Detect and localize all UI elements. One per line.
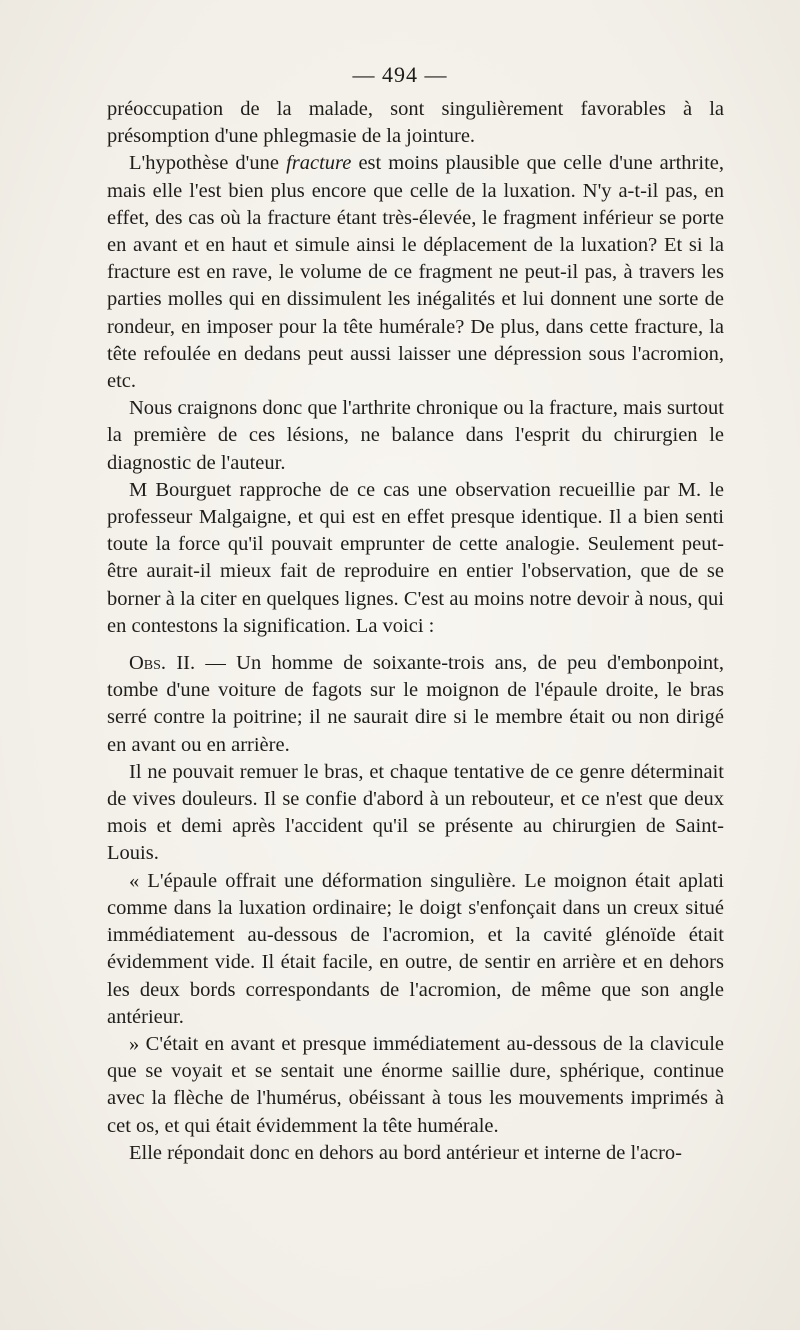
body-text [107,96,724,1167]
paragraph-3: Nous craignons donc que l'arthrite chronique ou la fracture, mais surtout la première de ces lésions, ne balance dans l'esprit du chirurgien le diagnostic de l'auteur. [107,397,724,474]
page-number: — 494 — [352,62,448,87]
observation-label: Obs. II. [129,652,196,675]
paragraph-2-start: L'hypothèse d'une [129,152,287,175]
observation-paragraph [107,650,724,759]
paragraph-4: M Bourguet rapproche de ce cas une observation recueillie par M. le professeur Malgaigne, et qui est en effet presque identique. Il a bien senti toute la force qu'il pouvait emprunter de cette analogie. Seulement peut-être aurait-il mieux fait de reproduire en entier l'observation, que de se borner à la citer en quelques lignes. C'est au moins notre devoir à nous, qui en contestons la signification. La voici : [107,478,724,637]
paragraph-2-italic: fracture [286,152,352,175]
paragraph-6: Il ne pouvait remuer le bras, et chaque tentative de ce genre déterminait de vives douleurs. Il se confie d'abord à un rebouteur, et ce n'est que deux mois et demi après l'accident qu'il se présente au chirurgien de Saint-Louis. [107,760,724,865]
paragraph-1: préoccupation de la malade, sont singulièrement favorables à la présomption d'une phlegmasie de la jointure. [107,98,724,148]
paragraph-7: « L'épaule offrait une déformation singulière. Le moignon était aplati comme dans la luxation ordinaire; le doigt s'enfonçait dans un creux situé immédiatement au-dessous de l'acromion, et la cavité glénoïde était évidemment vide. Il était facile, en outre, de sentir en arrière et en dehors les deux bords correspondants de l'acromion, de même que son angle antérieur. [107,869,724,1028]
observation-text: — Un homme de soixante-trois ans, de peu d'embonpoint, tombe d'une voiture de fagots sur le moignon de l'épaule droite, le bras serré contre la poitrine; il ne saurait dire si le membre était ou non dirigé en avant ou en arrière. [107,652,724,756]
paragraph-8: » C'était en avant et presque immédiatement au-dessous de la clavicule que se voyait et se sentait une énorme saillie dure, sphérique, continue avec la flèche de l'humérus, obéissant à tous les mouvements imprimés à cet os, et qui était évidemment la tête humérale. [107,1032,724,1137]
paragraph-9: Elle répondait donc en dehors au bord antérieur et interne de l'acro- [129,1141,682,1164]
paragraph-2-rest: est moins plausible que celle d'une arthrite, mais elle l'est bien plus encore que celle de la luxation. N'y a-t-il pas, en effet, des cas où la fracture étant très-élevée, le fragment inférieur se porte en avant et en haut et simule ainsi le déplacement de la luxation? Et si la fracture est en rave, le volume de ce fragment ne peut-il pas, à travers les parties molles qui en dissimulent les inégalités et lui donnent une sorte de rondeur, en imposer pour la tête humérale? De plus, dans cette fracture, la tête refoulée en dedans peut aussi laisser une dépression sous l'acromion, etc. [107,152,725,393]
paragraph-2 [107,150,724,395]
